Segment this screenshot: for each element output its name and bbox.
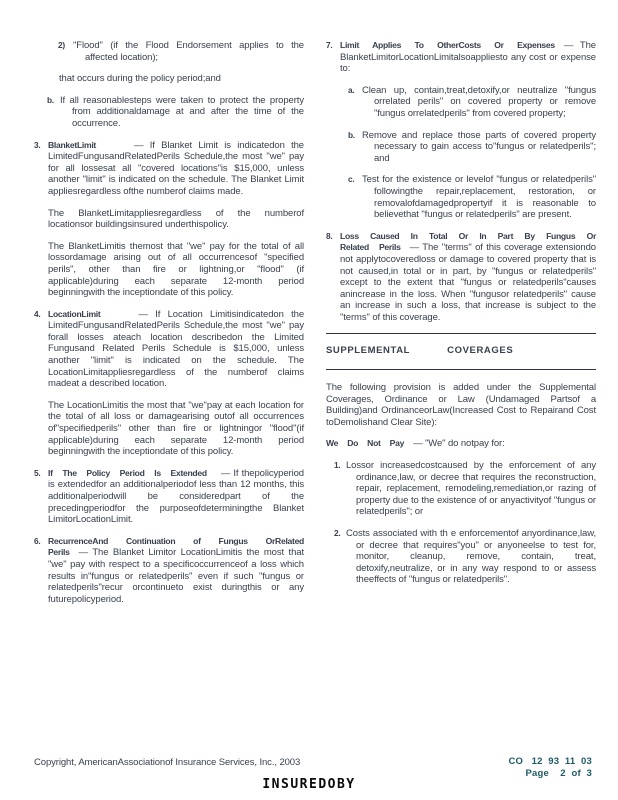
clause-text: — "We" do notpay for: — [413, 438, 505, 450]
item-text: — The BlanketLimitorLocationLimitalsoappliesto any cost or expense to: — [340, 40, 596, 75]
item-heading: RecurrenceAnd Continuation of Fungus OrRelated Perils — [48, 535, 304, 558]
item-text: — The Blanket Limitor LocationLimitis the most that "we" pay with respect to a specificoccurrenceof a loss which results in"fungus or relatedperils" even if such "fungus or relatedperils"recur orcontinueto exist duringthis or any futurepolicyperiod. — [48, 547, 304, 605]
form-number: CO 12 93 11 03 — [508, 756, 592, 767]
list-item-policy-extended — [34, 468, 304, 526]
item-body — [48, 309, 304, 390]
paragraph-occurs: that occurs during the policy period;and — [59, 73, 221, 85]
left-column — [34, 40, 304, 615]
item-text: — If Blanket Limit is indicatedon the LimitedFungusandRelatedPerils Schedule,the most "we" pay for all lossesat all "covered locations"is $15,000, unless another "limit" is indicated on the schedule. The Blanket Limit appliesregardless ofthe numberof claims made. — [48, 139, 304, 197]
item-marker: b. — [348, 129, 355, 140]
item-text: — If Location Limitisindicatedon the LimitedFungusandRelatedPerils Schedule,the most "we" pay forall losses ateach location describedon the Limited Fungusand Related Perils Schedule is $15,000, unless another "limit" is indicated on the schedule. The LocationLimitappliesregardless of the numberof claims madeat a described location. — [48, 308, 304, 390]
right-column — [326, 40, 596, 615]
we-do-not-pay-line — [326, 438, 596, 450]
item-text: Clean up, contain,treat,detoxify,or neutralize "fungus orrelated perils" on covered property or remove "fungus orrelatedperils" from covered property; — [362, 84, 596, 119]
copyright-notice: Copyright, AmericanAssociationof Insurance Services, Inc., 2003 — [34, 757, 301, 768]
list-item-location-limit — [34, 309, 304, 390]
clause-heading: We Do Not Pay — [326, 438, 405, 449]
item-heading: BlanketLimit — [48, 139, 96, 150]
insured-by-stamp: INSUREDOBY — [262, 777, 356, 792]
list-item-blanket-limit — [34, 140, 304, 198]
item-marker: 6. — [34, 535, 41, 546]
page-indicator: Page 2 of 3 — [525, 767, 592, 779]
list-item-remove-replace — [348, 130, 596, 165]
list-item-loss-increased — [334, 460, 596, 518]
item-body — [48, 140, 304, 198]
item-text: If all reasonablesteps were taken to protect the property from additionaldamage at and after the time of the occurrence. — [60, 94, 304, 129]
item-marker: 2) — [58, 40, 65, 50]
item-body — [48, 536, 304, 606]
item-heading: Limit Applies To OtherCosts Or Expenses — [340, 40, 555, 50]
item-heading: LocationLimit — [48, 308, 101, 319]
divider — [326, 369, 596, 370]
item-body — [340, 40, 596, 75]
item-marker: c. — [348, 174, 355, 185]
list-item-loss-caused — [326, 231, 596, 324]
list-item-flood — [58, 40, 304, 63]
item-text: — The "terms" of this coverage extensiondo not applytocoveredloss or damage to covered property that is not caused,in total or in part, by "fungus or relatedperils" except to the extent that "fungus or relatedperils"causes anincrease in the loss. When "fungusor relatedperils" cause an increase in such a loss, that increase is subject to the "terms" of this coverage. — [340, 242, 596, 323]
item-body — [48, 468, 304, 526]
list-item-steps — [47, 95, 304, 130]
list-item-clean-up — [348, 85, 596, 120]
item-marker: a. — [348, 84, 355, 95]
item-text: "Flood" (if the Flood Endorsement applies to the affected location); — [73, 40, 304, 63]
item-marker: 8. — [326, 230, 333, 241]
section-title: SUPPLEMENTAL COVERAGES — [326, 345, 514, 357]
supplemental-coverages-section-header — [326, 333, 596, 370]
item-heading: Loss Caused In Total Or In Part By Fungus Or Related Perils — [340, 230, 596, 253]
paragraph-blanket-1: The BlanketLimitappliesregardless of the numberof locationsor buildingsinsured underthispolicy. — [48, 207, 304, 231]
item-text: Remove and replace those parts of covered property necessary to gain access to"fungus or relatedperils"; and — [362, 129, 596, 164]
paragraph-location: The LocationLimitis the most that "we"pay at each location for the total of all loss or damagearising outof all occurrences of"specifiedperils" other than fire or lightningor "flood"(if applicable)during each separate 12-month period beginningwith the inceptiondate of this policy. — [48, 399, 304, 458]
form-number-block — [508, 756, 592, 779]
item-marker: 1. — [334, 460, 341, 471]
item-text: Test for the existence or levelof "fungus or relatedperils" followingthe repair,replacement, restoration, or removalofdamagedpropertyif it is reasonable to believethat "fungus or relatedperils" are present. — [362, 174, 596, 221]
paragraph-supplemental-intro: The following provision is added under the Supplemental Coverages, Ordinance or Law (Undamaged Partsof a Building)and OrdinanceorLaw(Increased Cost to Repairand Cost toDemolishand Clear Site): — [326, 382, 596, 428]
item-text: — If thepolicyperiod is extendedfor an additionalperiodof less than 12 months, this additionalperiodwill be consideredpart of the precedingperiodfor the purposeofdeterminingthe Blanket LimitorLocationLimit. — [48, 467, 304, 526]
item-heading: If The Policy Period Is Extended — [48, 467, 207, 478]
item-text: Costs associated with th e enforcementof anyordinance,law, or decree that requires"you" or anyoneelse to test for, monitor, cleanup, remove, contain, treat, detoxify,neutralize, or in any way respond to or assess theeffects of "fungus or relatedperils". — [346, 528, 596, 586]
item-marker: b. — [47, 94, 54, 105]
item-text: Lossor increasedcostcaused by the enforcement of any ordinance,law, or decree that requires the reconstruction, repair, replacement, remodeling,remediation,or razing of property due to the existence of or anyactivityof "fungus or relatedperils"; or — [346, 460, 596, 518]
item-marker: 2. — [334, 528, 341, 538]
list-item-costs-associated — [334, 528, 596, 586]
item-marker: 3. — [34, 139, 41, 150]
item-marker: 4. — [34, 308, 41, 319]
list-item-limit-applies — [326, 40, 596, 75]
list-item-test — [348, 174, 596, 220]
item-body — [340, 231, 596, 324]
list-item-recurrence — [34, 536, 304, 606]
paragraph-blanket-2: The BlanketLimitis themost that "we" pay for the total of all lossordamage arising out of all occurrencesof "specified perils", other than fire or lightning,or "flood" (if applicable)during each separate 12-month period beginningwith the inceptiondate of this policy. — [48, 240, 304, 299]
item-marker: 5. — [34, 467, 41, 478]
item-marker: 7. — [326, 40, 333, 50]
